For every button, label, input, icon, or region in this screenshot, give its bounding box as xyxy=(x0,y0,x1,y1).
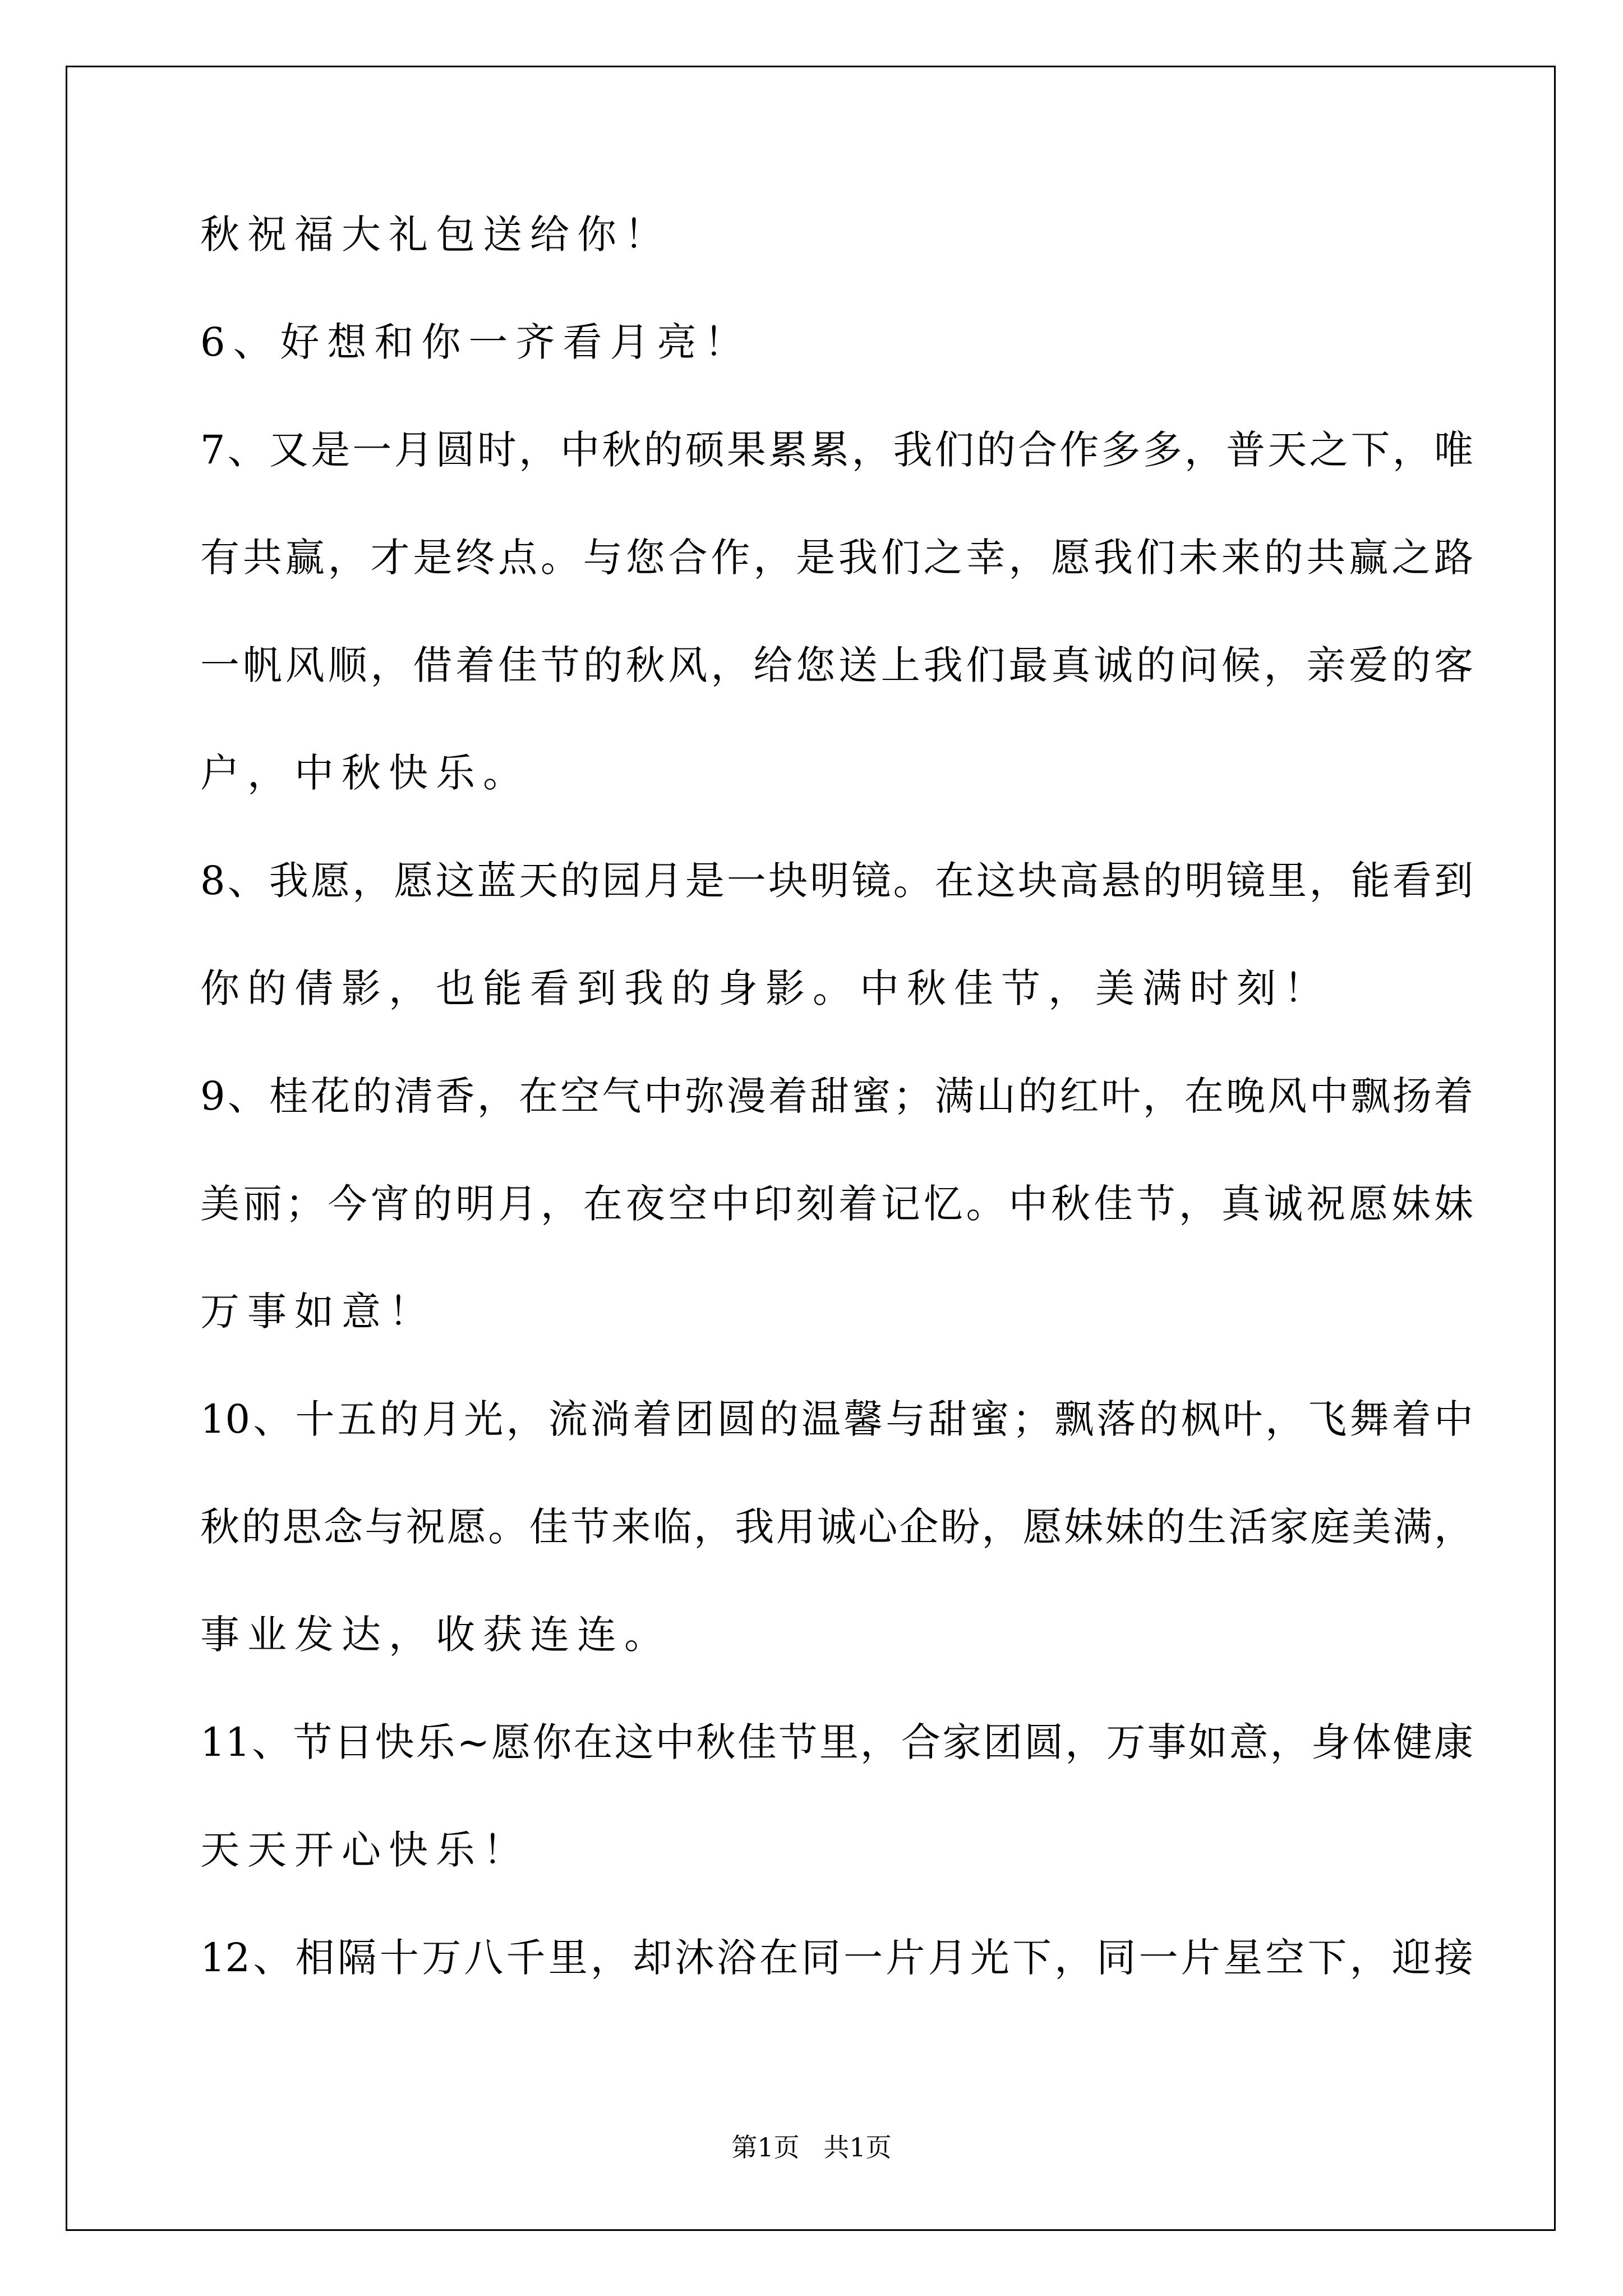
text-line: 10、十五的月光，流淌着团圆的温馨与甜蜜；飘落的枫叶，飞舞着中 xyxy=(200,1396,1473,1442)
text-line: 户，中秋快乐。 xyxy=(200,750,530,796)
text-line: 秋的思念与祝愿。佳节来临，我用诚心企盼，愿妹妹的生活家庭美满， xyxy=(200,1504,1473,1550)
text-line: 7、又是一月圆时，中秋的硕果累累，我们的合作多多，普天之下，唯 xyxy=(200,427,1473,473)
text-line: 万事如意！ xyxy=(200,1289,436,1335)
text-line: 事业发达，收获连连。 xyxy=(200,1612,671,1658)
text-line: 11、节日快乐~愿你在这中秋佳节里，合家团圆，万事如意，身体健康 xyxy=(200,1719,1473,1765)
text-line: 12、相隔十万八千里，却沐浴在同一片月光下，同一片星空下，迎接 xyxy=(200,1935,1473,1981)
text-line: 秋祝福大礼包送给你！ xyxy=(200,211,671,257)
text-line: 有共赢，才是终点。与您合作，是我们之幸，愿我们未来的共赢之路 xyxy=(200,535,1473,581)
page-number: 第1页 xyxy=(731,2132,800,2162)
text-line: 你的倩影，也能看到我的身影。中秋佳节，美满时刻！ xyxy=(200,965,1331,1011)
text-line: 9、桂花的清香，在空气中弥漫着甜蜜；满山的红叶，在晚风中飘扬着 xyxy=(200,1073,1473,1119)
text-line: 美丽；今宵的明月，在夜空中印刻着记忆。中秋佳节，真诚祝愿妹妹 xyxy=(200,1181,1473,1227)
document-body xyxy=(200,208,1473,2039)
text-line: 天天开心快乐！ xyxy=(200,1827,530,1873)
total-pages: 共1页 xyxy=(823,2132,892,2162)
text-line: 6、好想和你一齐看月亮！ xyxy=(200,319,751,365)
text-line: 8、我愿，愿这蓝天的园月是一块明镜。在这块高悬的明镜里，能看到 xyxy=(200,858,1473,904)
page-footer xyxy=(0,2131,1623,2164)
text-line: 一帆风顺，借着佳节的秋风，给您送上我们最真诚的问候，亲爱的客 xyxy=(200,642,1473,688)
